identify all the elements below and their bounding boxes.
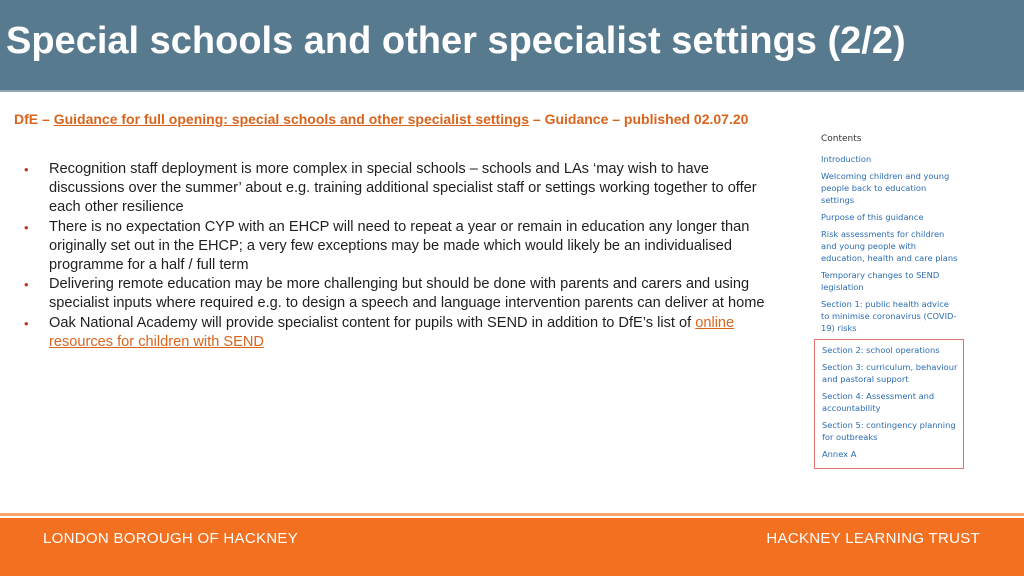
guidance-link[interactable]: Guidance for full opening: special schools and other specialist settings [53,111,529,127]
bullet-item [22,160,782,218]
contents-highlight-box [814,339,964,469]
bullet-text: Delivering remote education may be more challenging but should be done with parents and carers and using specialist inputs where required e.g. to design a speech and language intervention parents can deliver at home [49,276,765,312]
subtitle-suffix: – Guidance – published 02.07.20 [529,111,749,127]
bullet-icon: • [24,219,29,235]
bullet-text: Oak National Academy will provide specialist content for pupils with SEND in addition to DfE’s list of [49,314,696,331]
bullet-text: There is no expectation CYP with an EHCP will need to repeat a year or remain in education any longer than originally set out in the EHCP; a very few exceptions may be made which would likely be an individualised programme for a half / full term [49,218,750,274]
title-bar [0,0,1024,92]
contents-link[interactable]: Section 1: public health advice to minimise coronavirus (COVID-19) risks [821,299,957,333]
bullet-list [22,160,782,352]
footer-left-text: LONDON BOROUGH OF HACKNEY [43,530,299,547]
bullet-icon: • [24,315,29,331]
bullet-icon: • [24,277,29,293]
bullet-text: Recognition staff deployment is more complex in special schools – schools and LAs ‘may wish to have discussions over the summer’ about e.g. training additional specialist staff or settings working together to offer each other resilience [49,161,757,216]
contents-link[interactable]: Section 4: Assessment and accountability [822,391,935,413]
send-resources-link[interactable]: online resources for children with SEND [49,314,735,350]
contents-link[interactable]: Welcoming children and young people back to education settings [821,171,950,205]
bullet-icon: • [24,162,29,177]
contents-link[interactable]: Section 3: curriculum, behaviour and pastoral support [822,362,958,384]
slide-title: Special schools and other specialist settings (2/2) [6,20,906,62]
contents-title: Contents [821,134,862,144]
subtitle [14,111,748,127]
bullet-item [22,218,782,276]
contents-link[interactable]: Purpose of this guidance [821,212,924,222]
bullet-item [22,275,782,313]
contents-link[interactable]: Section 2: school operations [822,345,940,355]
subtitle-prefix: DfE – [14,111,54,127]
contents-link[interactable]: Section 5: contingency planning for outbreaks [822,420,956,442]
contents-link[interactable]: Annex A [822,449,857,459]
footer-right-text: HACKNEY LEARNING TRUST [766,530,980,547]
bullet-item [22,314,782,352]
footer-divider [0,513,1024,516]
contents-link[interactable]: Risk assessments for children and young people with education, health and care plans [821,229,958,263]
contents-link[interactable]: Temporary changes to SEND legislation [821,270,940,292]
contents-link[interactable]: Introduction [821,154,872,164]
footer-bar [0,518,1024,576]
contents-panel [814,134,964,469]
